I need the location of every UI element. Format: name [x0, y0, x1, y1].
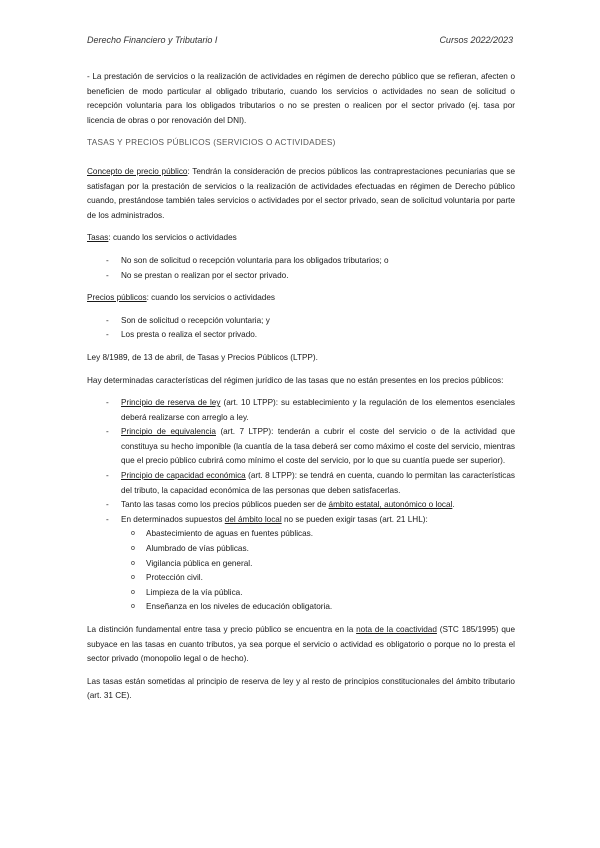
tasas-heading	[87, 231, 515, 246]
precios-label: Precios públicos	[87, 293, 147, 303]
principio-label: Principio de equivalencia	[121, 427, 216, 437]
list-item	[87, 396, 515, 425]
list-item: - No se prestan o realizan por el sector privado.	[87, 269, 515, 284]
list-item	[87, 469, 515, 498]
distincion-paragraph	[87, 623, 515, 667]
list-item: - Son de solicitud o recepción voluntaria; y	[87, 314, 515, 329]
principios-list	[87, 396, 515, 615]
concepto-label: Concepto de precio público	[87, 166, 188, 176]
precios-text: : cuando los servicios o actividades	[146, 293, 275, 303]
page-header	[87, 35, 513, 49]
ambito-end: .	[452, 500, 455, 510]
ley-paragraph: Ley 8/1989, de 13 de abril, de Tasas y Precios Públicos (LTPP).	[87, 352, 318, 362]
tasas-text: : cuando los servicios o actividades	[108, 233, 237, 243]
supuestos-end: no se pueden exigir tasas (art. 21 LHL):	[281, 514, 428, 524]
document-body	[87, 70, 515, 712]
principio-label: Principio de capacidad económica	[121, 471, 246, 481]
section-title: TASAS Y PRECIOS PÚBLICOS (SERVICIOS O ACTIVIDADES)	[87, 138, 336, 148]
distincion-end: (STC 185/1995) que subyace en las tasas en cuanto tributos, ya sea porque el servicio o actividad es obligatorio o porque no lo presta el sector privado (monopolio legal o de hecho).	[87, 625, 516, 664]
distincion-underlined: nota de la coactividad	[356, 625, 437, 634]
precios-heading	[87, 291, 515, 306]
concepto-paragraph	[87, 165, 515, 223]
tasas-label: Tasas	[87, 233, 109, 243]
sublist-item: o Vigilancia pública en general.	[121, 557, 515, 572]
supuestos-sublist	[121, 527, 515, 615]
supuestos-underlined: del ámbito local	[224, 514, 282, 524]
principio-text: (art. 10 LTPP): su establecimiento y la regulación de los elementos esenciales deberá realizarse con arreglo a ley.	[121, 398, 515, 422]
hay-paragraph: Hay determinadas características del régimen jurídico de las tasas que no están presentes en los precios públicos:	[87, 375, 504, 385]
final-paragraph: Las tasas están sometidas al principio de reserva de ley y al resto de principios constitucionales del ámbito tributario (art. 31 CE).	[87, 676, 515, 701]
sublist-item: o Alumbrado de vías públicas.	[121, 542, 515, 557]
sublist-item: o Limpieza de la vía pública.	[121, 586, 515, 601]
concepto-text: : Tendrán la consideración de precios públicos las contraprestaciones pecuniarias que se satisfagan por la prestación de servicios o la realización de actividades efectuadas en régimen de Derecho público cuando, prestándose también tales servicios o actividades por el sector privado, sean de solicitud voluntaria por parte de los administrados.	[87, 166, 515, 220]
supuestos-text: En determinados supuestos	[121, 514, 225, 524]
precios-list	[87, 314, 515, 343]
tasas-list	[87, 254, 515, 283]
principio-text: (art. 8 LTPP): se tendrá en cuenta, cuando lo permitan las características del tributo, la capacidad económica de las personas que deben satisfacerlas.	[121, 471, 515, 495]
list-item	[87, 498, 515, 513]
sublist-item: o Protección civil.	[121, 571, 515, 586]
header-course-title: Derecho Financiero y Tributario I	[87, 35, 218, 45]
distincion-text: La distinción fundamental entre tasa y precio público se encuentra en la	[87, 625, 357, 634]
principio-text: (art. 7 LTPP): tenderán a cubrir el coste del servicio o de la actividad que constituya su hecho imponible (la cuantía de la tasa deberá ser como máximo el coste del servicio, mientras que el precio público cubrirá como mínimo el coste del servicio, por lo que su cuantía puede ser superior).	[121, 427, 515, 466]
list-item	[87, 425, 515, 469]
list-item: - No son de solicitud o recepción voluntaria para los obligados tributarios; o	[87, 254, 515, 269]
header-course-year: Cursos 2022/2023	[439, 35, 513, 45]
principio-label: Principio de reserva de ley	[121, 398, 221, 408]
sublist-item: o Abastecimiento de aguas en fuentes públicas.	[121, 527, 515, 542]
sublist-item: o Enseñanza en los niveles de educación obligatoria.	[121, 600, 515, 615]
ambito-underlined: ámbito estatal, autonómico o local	[328, 500, 453, 510]
list-item: - Los presta o realiza el sector privado.	[87, 328, 515, 343]
ambito-text: Tanto las tasas como los precios públicos pueden ser de	[121, 500, 329, 510]
intro-paragraph: - La prestación de servicios o la realización de actividades en régimen de derecho público que se refieran, afecten o beneficien de modo particular al obligado tributario, cuando los servicios o actividades no sean de solicitud o recepción voluntaria para los obligados tributarios o no se presten o realicen por el sector privado (ej. tasa por licencia de obras o por renovación del DNI).	[87, 72, 515, 125]
list-item	[87, 513, 515, 615]
